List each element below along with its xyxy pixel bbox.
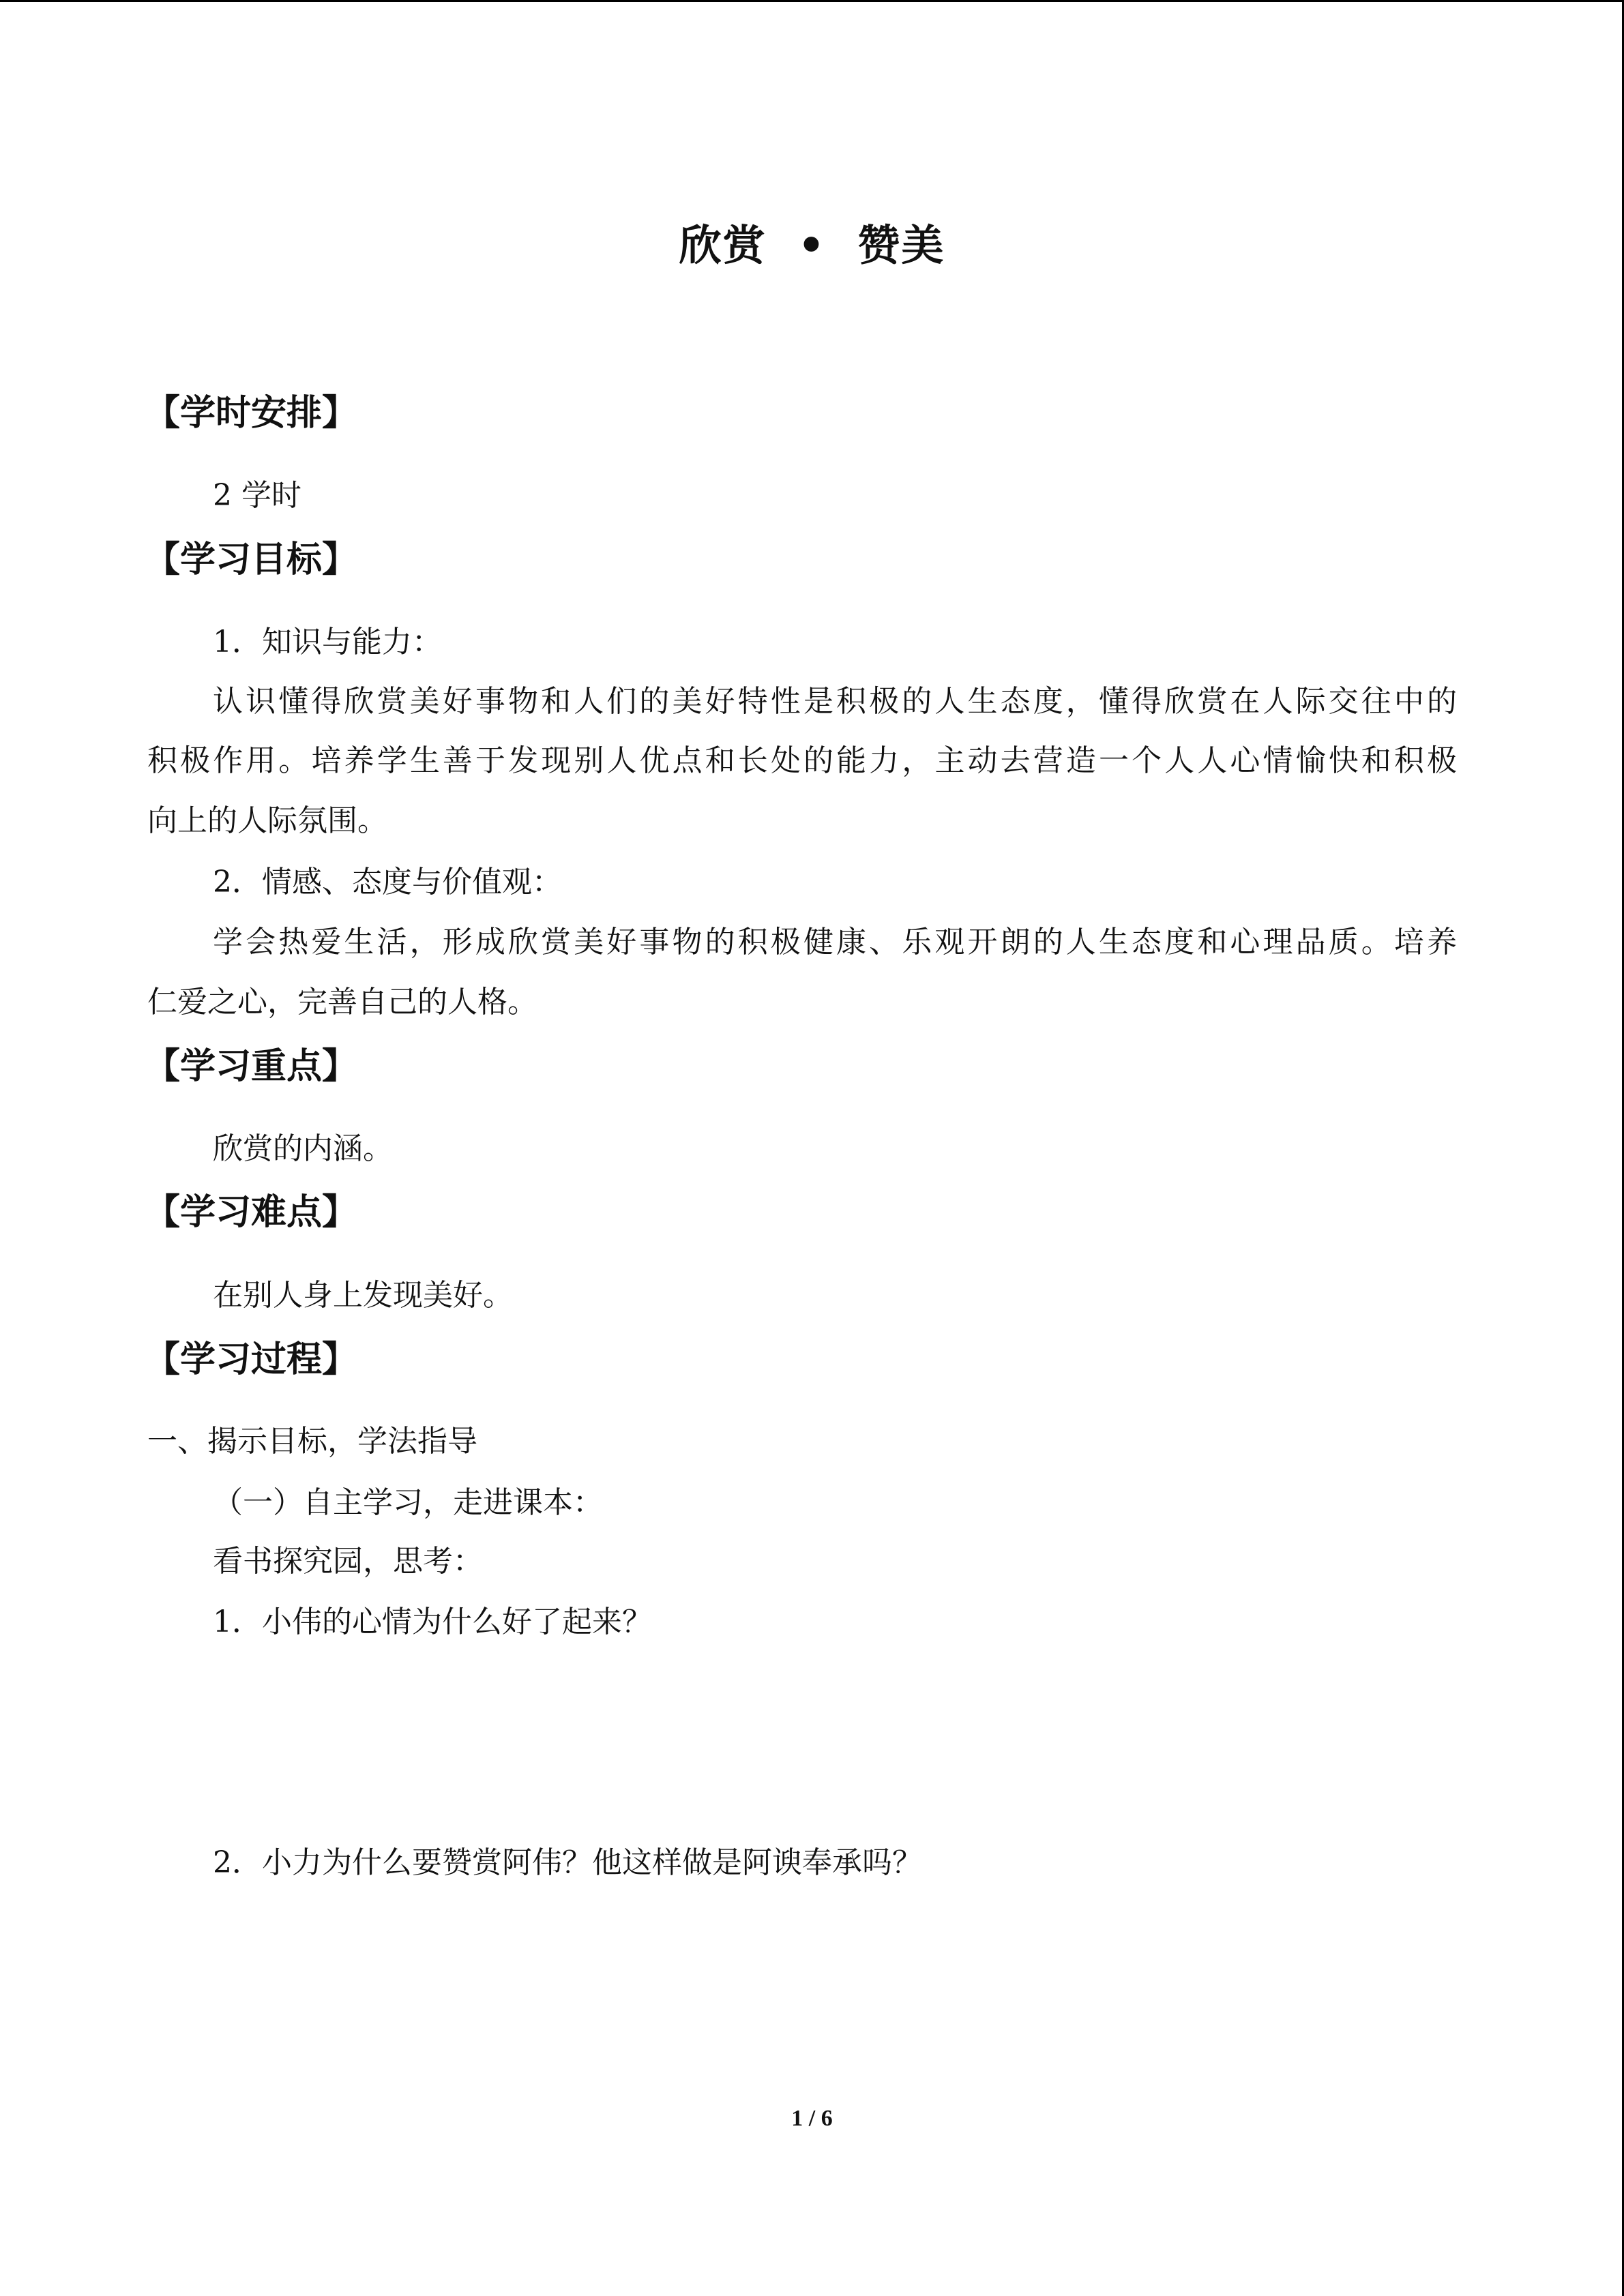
goal-item1-line2: 积极作用。培养学生善于发现别人优点和长处的能力，主动去营造一个人人心情愉快和积极 [147,743,1457,778]
document-title [0,211,1624,272]
heading-goals: 【学习目标】 [145,539,358,580]
goal-item1-line1: 认识懂得欣赏美好事物和人们的美好特性是积极的人生态度，懂得欣赏在人际交往中的 [213,684,1457,719]
heading-key-point: 【学习重点】 [145,1046,358,1087]
goal-item1-label: 1．知识与能力： [213,625,442,659]
goal-item2-line1: 学会热爱生活，形成欣赏美好事物的积极健康、乐观开朗的人生态度和心理品质。培养 [213,925,1457,959]
question-2: 2．小力为什么要赞赏阿伟？他这样做是阿谀奉承吗？ [213,1845,922,1880]
goal-item2-line2: 仁爱之心，完善自己的人格。 [147,985,537,1019]
goal-item2-label: 2．情感、态度与价值观： [213,865,562,899]
page-number: 1 / 6 [791,2106,833,2131]
title-dot: • [797,220,827,270]
heading-schedule: 【学时安排】 [145,393,358,434]
heading-process: 【学习过程】 [145,1339,358,1380]
process-part1: 一、揭示目标，学法指导 [147,1424,477,1459]
schedule-content: 2 学时 [213,478,301,513]
process-sub1: （一）自主学习，走进课本： [213,1485,603,1520]
goal-item1-line3: 向上的人际氛围。 [147,803,387,838]
key-point-content: 欣赏的内涵。 [213,1131,393,1166]
title-left: 欣赏 [679,220,767,270]
difficulty-content: 在别人身上发现美好。 [213,1278,513,1313]
process-instruction: 看书探究园，思考： [213,1544,483,1579]
heading-difficulty: 【学习难点】 [145,1192,358,1233]
title-right: 赞美 [857,220,945,270]
question-1: 1．小伟的心情为什么好了起来？ [213,1605,652,1639]
